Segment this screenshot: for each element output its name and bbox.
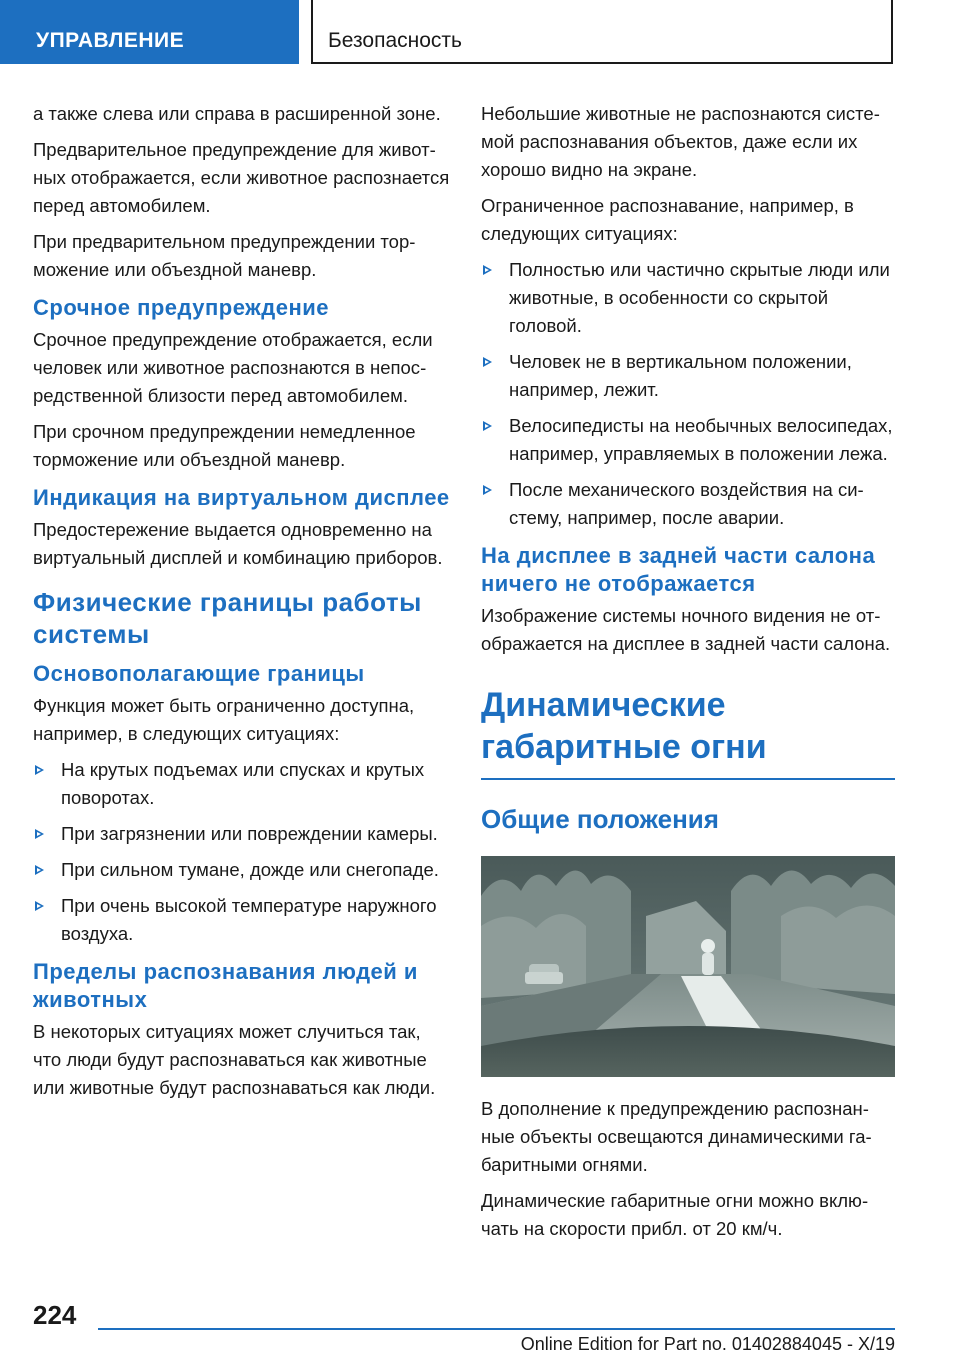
- heading-urgent-warning: Срочное предупреждение: [33, 295, 330, 320]
- paragraph: а также слева или справа в расширенной зоне.: [33, 103, 441, 124]
- heading-dynamic-lights: Динамические габаритные огни: [481, 684, 895, 780]
- triangle-bullet-icon: [35, 901, 44, 911]
- heading-system-limits: Физические границы работы системы: [33, 587, 422, 649]
- list-item: [33, 756, 451, 812]
- night-vision-illustration: [481, 856, 895, 1077]
- list-item: [481, 476, 895, 532]
- paragraph: Изображение системы ночного видения не отображается на дисплее в задней части салона.: [481, 605, 891, 654]
- bullet-list: [33, 756, 451, 948]
- paragraph: Срочное предупреждение отображается, если человек или животное распознаются в непосредственной близости перед автомобилем.: [33, 329, 433, 406]
- paragraph: Небольшие животные не распознаются системой распознавания объектов, даже если их хорошо видно на экране.: [481, 103, 880, 180]
- bullet-list: [481, 256, 895, 532]
- header-chapter-label: Безопасность: [328, 29, 462, 52]
- page-number: 224: [33, 1300, 77, 1330]
- right-column: [481, 100, 895, 1251]
- footer-divider: [98, 1328, 895, 1330]
- paragraph: Динамические габаритные огни можно включать на скорости прибл. от 20 км/ч.: [481, 1190, 869, 1239]
- list-item-text: Человек не в вертикальном положении, например, лежит.: [509, 351, 852, 400]
- list-item: [33, 892, 451, 948]
- list-item: [33, 820, 451, 848]
- list-item: [481, 348, 895, 404]
- list-item: [33, 856, 451, 884]
- triangle-bullet-icon: [35, 829, 44, 839]
- triangle-bullet-icon: [483, 265, 492, 275]
- paragraph: При срочном предупреждении немедленное торможение или объездной маневр.: [33, 421, 416, 470]
- paragraph: В некоторых ситуациях может случиться так, что люди будут распознаваться как животные или животные будут распознаваться как люди.: [33, 1021, 436, 1098]
- list-item-text: При очень высокой температуре наружного воздуха.: [61, 895, 437, 944]
- triangle-bullet-icon: [35, 765, 44, 775]
- paragraph: Предварительное предупреждение для животных отображается, если животное распознается перед автомобилем.: [33, 139, 450, 216]
- list-item-text: На крутых подъемах или спусках и крутых поворотах.: [61, 759, 425, 808]
- triangle-bullet-icon: [483, 357, 492, 367]
- left-column: [33, 100, 451, 1110]
- list-item: [481, 412, 895, 468]
- paragraph: При предварительном предупреждении торможение или объездной маневр.: [33, 231, 416, 280]
- paragraph: В дополнение к предупреждению распознанные объекты освещаются динамическими габаритными огнями.: [481, 1098, 872, 1175]
- list-item-text: При загрязнении или повреждении камеры.: [61, 823, 438, 844]
- heading-rear-display: На дисплее в задней части салона ничего не отображается: [481, 543, 876, 596]
- paragraph: Функция может быть ограниченно доступна, например, в следующих ситуациях:: [33, 695, 415, 744]
- list-item-text: Велосипедисты на необычных велосипедах, например, управляемых в положении лежа.: [509, 415, 893, 464]
- paragraph: Ограниченное распознавание, например, в следующих ситуациях:: [481, 195, 854, 244]
- triangle-bullet-icon: [483, 421, 492, 431]
- paragraph: Предостережение выдается одновременно на виртуальный дисплей и комбинацию приборов.: [33, 519, 443, 568]
- list-item-text: После механического воздействия на систему, например, после аварии.: [509, 479, 864, 528]
- triangle-bullet-icon: [483, 485, 492, 495]
- header-section-label: УПРАВЛЕНИЕ: [36, 29, 185, 52]
- list-item-text: Полностью или частично скрытые люди или животные, в особенности со скрытой головой.: [509, 259, 890, 336]
- heading-general: Общие положения: [481, 804, 719, 834]
- header-chapter-tab: [311, 0, 893, 64]
- heading-recognition-limits: Пределы распознавания людей и животных: [33, 959, 418, 1012]
- triangle-bullet-icon: [35, 865, 44, 875]
- header-section-tab: [0, 0, 299, 64]
- list-item-text: При сильном тумане, дожде или снегопаде.: [61, 859, 439, 880]
- list-item: [481, 256, 895, 340]
- heading-basic-limits: Основополагающие границы: [33, 661, 365, 686]
- heading-virtual-display: Индикация на виртуальном дисплее: [33, 485, 450, 510]
- footer-edition: Online Edition for Part no. 01402884045 - X/19: [520, 1334, 895, 1354]
